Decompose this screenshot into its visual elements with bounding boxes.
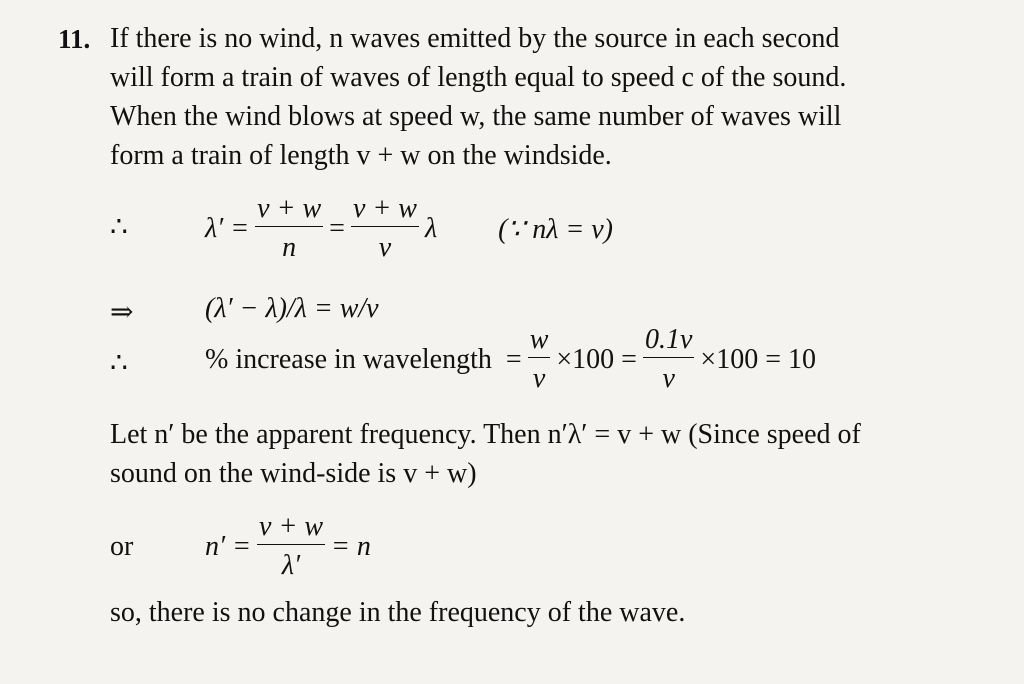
eq4-result: = n (331, 530, 371, 562)
eq3-text: % increase in wavelength (205, 343, 492, 375)
equation-wavelength (205, 194, 613, 263)
eq1-lhs: λ′ = (205, 212, 250, 244)
eq1-equals: = (329, 212, 345, 244)
eq4-frac-numerator: v + w (257, 512, 325, 545)
therefore-symbol-2: ∴ (110, 348, 128, 379)
eq1-frac1-denominator: n (282, 232, 297, 263)
conclusion-line: so, there is no change in the frequency of the wave. (110, 597, 686, 628)
eq3-fraction-2 (643, 325, 694, 394)
eq1-frac2-denominator: v (378, 232, 392, 263)
eq3-times-100: ×100 = (556, 343, 637, 375)
eq1-reason: (∵ nλ = v) (498, 213, 614, 245)
eq3-frac2-denominator: v (662, 363, 675, 394)
eq3-equals: = (505, 343, 522, 375)
eq3-fraction-1 (528, 325, 551, 394)
eq4-lhs: n′ = (205, 530, 252, 562)
eq4-frac-denominator: λ′ (281, 550, 301, 581)
equation-ratio: (λ′ − λ)/λ = w/v (205, 293, 379, 324)
eq1-fraction-1 (255, 194, 323, 263)
intro-line-2: will form a train of waves of length equal to speed c of the sound. (110, 62, 847, 93)
eq1-fraction-2 (351, 194, 419, 263)
eq1-frac1-numerator: v + w (255, 194, 323, 227)
eq1-frac2-numerator: v + w (351, 194, 419, 227)
intro-line-4: form a train of length v + w on the windside. (110, 140, 612, 171)
eq3-frac1-denominator: v (532, 363, 546, 394)
intro-line-3: When the wind blows at speed w, the same number of waves will (110, 101, 842, 132)
para2-line-2: sound on the wind-side is v + w) (110, 458, 477, 489)
eq3-frac2-numerator: 0.1v (643, 325, 694, 358)
or-label: or (110, 531, 134, 562)
eq4-fraction (257, 512, 325, 581)
intro-line-1: If there is no wind, n waves emitted by the source in each second (110, 23, 840, 54)
equation-apparent-frequency (205, 512, 371, 581)
eq1-lambda: λ (424, 212, 438, 244)
eq3-result: ×100 = 10 (700, 343, 816, 375)
equation-percent-increase (205, 325, 816, 394)
therefore-symbol: ∴ (110, 212, 128, 243)
implies-symbol: ⇒ (110, 297, 134, 328)
para2-line-1: Let n′ be the apparent frequency. Then n′λ′ = v + w (Since speed of (110, 419, 861, 450)
problem-number: 11. (58, 24, 91, 54)
eq3-frac1-numerator: w (528, 325, 551, 358)
